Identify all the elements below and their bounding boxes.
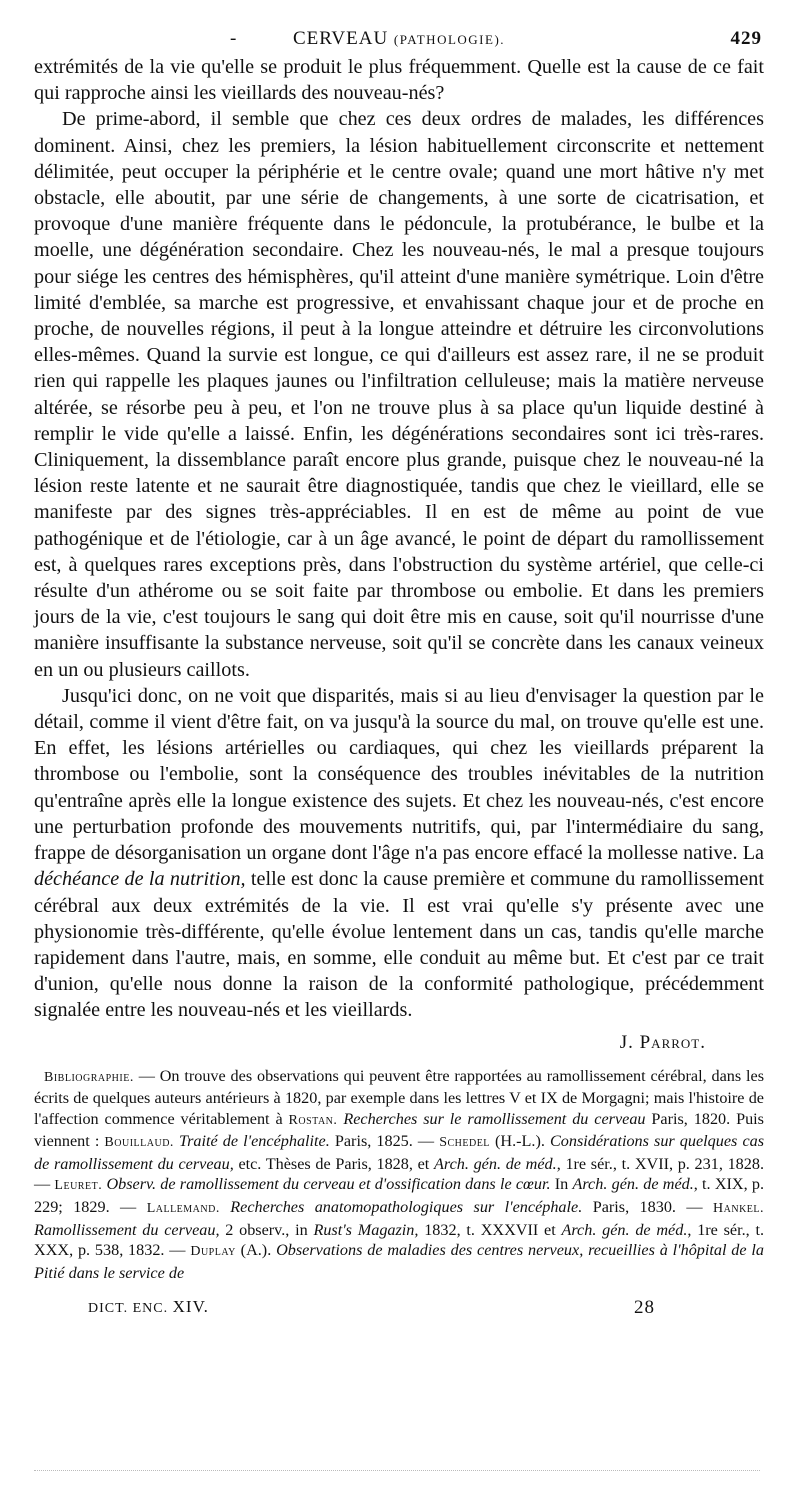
page-number: 429 <box>730 28 762 49</box>
bib-text: (A.). <box>235 1241 277 1260</box>
bib-title: Observ. de ramollissement du cerveau et d'ossification dans le cœur. <box>106 1175 551 1194</box>
bib-text: In <box>550 1175 573 1194</box>
bib-title: Ramollissement du cerveau, <box>34 1220 220 1239</box>
bib-author: Hankel. <box>713 1201 765 1217</box>
article-body <box>34 54 764 1054</box>
bib-author: Duplay <box>190 1244 236 1260</box>
footer-volume: XIV. <box>172 1297 209 1317</box>
bib-title: Recherches sur le ramollissement du cerveau <box>343 1109 646 1128</box>
bib-author: Leuret. <box>54 1178 103 1194</box>
page-footer <box>34 1297 764 1319</box>
bib-text: , t. XIX, p. 229; 1829. — <box>34 1175 765 1217</box>
header-title: CERVEAU <box>292 28 389 49</box>
bib-text: — On trouve des observations qui peuvent être rapportées au ramollissement cérébral, dans les écrits de quelques auteurs antérieurs à 1820, par exemple dans les lettres V et IX de Morgagni; mais l'histoire de l'affection commence véritablement à <box>34 1066 764 1128</box>
bib-text: Paris, 1825. — <box>329 1132 440 1151</box>
paragraph-3 <box>34 683 764 1024</box>
bib-journal: Arch. gén. de méd. <box>572 1175 694 1194</box>
header-dash: - <box>230 28 238 49</box>
bib-journal: Arch. gén. de méd. <box>561 1220 688 1239</box>
author-signature <box>34 1032 706 1054</box>
bib-text: 2 observ., in <box>219 1220 314 1239</box>
footer-dict-label: DICT. ENC. <box>88 1301 169 1317</box>
paragraph-2: De prime-abord, il semble que chez ces deux ordres de malades, les différences dominent. Ainsi, chez les premiers, la lésion habituellement circonscrite et nettement délimitée, peut occuper la périphérie et le centre ovale; quand une mort hâtive n'y met obstacle, elle aboutit, par une série de changements, à une sorte de cicatrisation, et provoque d'une manière fréquente dans le pédoncule, la protubérance, le bulbe et la moelle, une dégénération secondaire. Chez les nouveau-nés, le mal a presque toujours pour siége les centres des hémisphères, qu'il atteint d'une manière symétrique. Loin d'être limité d'emblée, sa marche est progressive, et envahissant chaque jour et de proche en proche, de nouvelles régions, il peut à la longue atteindre et détruire les circonvolutions elles-mêmes. Quand la survie est longue, ce qui d'ailleurs est assez rare, il ne se produit rien qui rappelle les plaques jaunes ou l'infiltration celluleuse; mais la matière nerveuse altérée, se résorbe peu à peu, et l'on ne trouve plus à sa place qu'un liquide destiné à remplir le vide qu'elle a laissé. Enfin, les dégénérations secondaires sont ici très-rares. Cliniquement, la dissemblance paraît encore plus grande, puisque chez le nouveau-né la lésion reste latente et ne saurait être diagnostiquée, tandis que chez le vieillard, elle se manifeste par des signes très-appréciables. Il en est de même au point de vue pathogénique et de l'étiologie, car à un âge avancé, le point de départ du ramollissement est, à quelques rares exceptions près, dans l'obstruction du système artériel, que celle-ci résulte d'un athérome ou se soit faite par thrombose ou embolie. Et dans les premiers jours de la vie, c'est toujours le sang qui doit être mis en cause, soit qu'il nourrisse d'une manière insuffisante la substance nerveuse, soit qu'il se concrète dans les canaux veineux en un ou plusieurs caillots. <box>34 108 764 681</box>
footer-signature-mark: 28 <box>634 1297 655 1319</box>
footer-collection <box>88 1297 209 1317</box>
bib-title: Considérations sur quelques cas de ramollissement du cerveau, <box>34 1132 765 1173</box>
bib-author: Schedel <box>439 1135 490 1151</box>
bib-author: Bouillaud. <box>104 1135 174 1151</box>
running-title <box>34 28 764 50</box>
bib-text: , 1re sér., t. XXX, p. 538, 1832. — <box>34 1220 765 1260</box>
signature-name: Parrot. <box>639 1031 706 1053</box>
bib-journal: Rust's Magazin, <box>313 1220 419 1239</box>
bib-text: Paris, 1820. Puis viennent : <box>34 1109 764 1151</box>
bib-title: Observations de maladies des centres nerveux, recueillies à l'hôpital de la Pitié dans le service de <box>34 1241 764 1282</box>
bibliography-label: Bibliographie. <box>44 1069 134 1085</box>
bib-text: 1832, t. XXXVII et <box>418 1220 562 1239</box>
bib-text: etc. Thèses de Paris, 1828, et <box>233 1154 434 1173</box>
paragraph-1: extrémités de la vie qu'elle se produit le plus fréquemment. Quelle est la cause de ce fait qui rapproche ainsi les vieillards des nouveau-nés? <box>34 56 764 105</box>
bib-text: (H.-L.). <box>489 1132 550 1151</box>
running-header <box>34 28 764 54</box>
bib-title: Recherches anatomopathologiques sur l'encéphale. <box>230 1198 583 1217</box>
bib-text: Paris, 1830. — <box>582 1198 714 1217</box>
paragraph-3-emphasis: déchéance de la nutrition, <box>34 868 246 891</box>
bib-author: Lallemand. <box>146 1201 220 1217</box>
paragraph-3-text-b: telle est donc la cause première et commune du ramollissement cérébral aux deux extrémités de la vie. Il est vrai qu'elle s'y présente avec une physionomie très-différente, qu'elle évolue lentement dans un cas, tandis qu'elle marche rapidement dans l'autre, mais, en somme, elle conduit au même but. Et c'est par ce trait d'union, qu'elle nous donne la raison de la conformité pathologique, précédemment signalée entre les nouveau-nés et les vieillards. <box>34 868 764 1022</box>
paragraph-3-text-a: Jusqu'ici donc, on ne voit que disparités, mais si au lieu d'envisager la question par le détail, comme il vient d'être fait, on va jusqu'à la source du mal, on trouve qu'elle est une. En effet, les lésions artérielles ou cardiaques, qui chez les vieillards préparent la thrombose ou l'embolie, sont la conséquence des troubles inévitables de la nutrition qu'entraîne après elle la longue existence des sujets. Et chez les nouveau-nés, c'est encore une perturbation profonde des mouvements nutritifs, qui, par l'intermédiaire du sang, frappe de désorganisation un organe dont l'âge n'a pas encore effacé la mollesse native. La <box>34 684 764 865</box>
bib-title: Traité de l'encéphalite. <box>179 1132 330 1151</box>
document-page <box>34 28 764 1319</box>
bib-text: , 1re sér., t. XVII, p. 231, 1828. — <box>34 1154 764 1194</box>
bibliography <box>34 1066 764 1284</box>
bib-journal: Arch. gén. de méd. <box>433 1154 557 1173</box>
scan-artifact-line <box>34 1470 760 1473</box>
header-subtitle: (PATHOLOGIE). <box>393 32 506 47</box>
signature-initial: J. <box>619 1031 634 1053</box>
bib-author: Rostan. <box>288 1112 338 1128</box>
